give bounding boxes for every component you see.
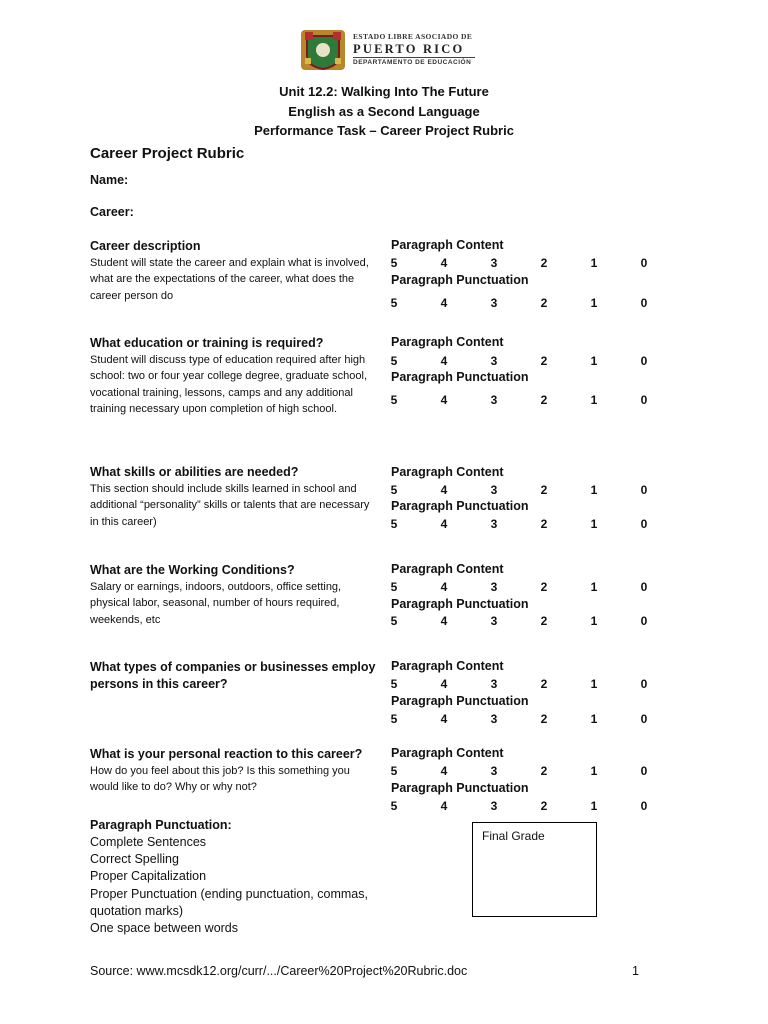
score-label-punctuation: Paragraph Punctuation: [391, 499, 529, 513]
score-value: 3: [490, 483, 498, 497]
score-value: 5: [390, 764, 398, 778]
score-value: 3: [490, 393, 498, 407]
rubric-heading: Career Project Rubric: [90, 145, 245, 162]
score-value: 4: [440, 764, 448, 778]
score-value: 0: [640, 614, 648, 628]
department-logo: [299, 28, 475, 72]
score-value: 3: [490, 712, 498, 726]
score-value: 3: [490, 517, 498, 531]
criteria-item: Proper Punctuation (ending punctuation, commas, quotation marks): [90, 886, 368, 918]
score-value: 3: [490, 354, 498, 368]
section-title-skills: What skills or abilities are needed?: [90, 465, 299, 479]
score-value: 1: [590, 677, 598, 691]
score-value: 2: [540, 393, 548, 407]
criteria-item: Complete Sentences: [90, 835, 207, 849]
score-value: 0: [640, 677, 648, 691]
score-value: 4: [440, 580, 448, 594]
career-field-label: Career:: [90, 205, 134, 219]
final-grade-label: Final Grade: [482, 829, 545, 843]
score-value: 0: [640, 393, 648, 407]
section-title-personal-reaction: What is your personal reaction to this career?: [90, 747, 363, 761]
section-title-working-conditions: What are the Working Conditions?: [90, 563, 295, 577]
criteria-item: Correct Spelling: [90, 852, 179, 867]
score-value: 0: [640, 799, 648, 813]
score-value: 0: [640, 483, 648, 497]
score-value: 0: [640, 354, 648, 368]
score-value: 1: [590, 354, 598, 368]
logo-line-2: PUERTO RICO: [353, 41, 465, 56]
score-value: 2: [540, 614, 548, 628]
score-value: 2: [540, 799, 548, 813]
score-value: 5: [390, 354, 398, 368]
title-unit: Unit 12.2: Walking Into The Future: [279, 84, 489, 99]
section-desc-personal-reaction: How do you feel about this job? Is this something you would like to do? Why or why not?: [90, 765, 350, 794]
score-row-punctuation: [391, 799, 653, 814]
score-value: 5: [390, 393, 398, 407]
criteria-title: Paragraph Punctuation:: [90, 818, 232, 832]
score-label-punctuation: Paragraph Punctuation: [391, 597, 529, 611]
score-value: 2: [540, 677, 548, 691]
score-value: 3: [490, 296, 498, 310]
score-row-punctuation: [391, 712, 653, 727]
score-value: 0: [640, 764, 648, 778]
source-citation: Source: www.mcsdk12.org/curr/.../Career%20Project%20Rubric.doc: [90, 964, 468, 978]
score-value: 5: [390, 677, 398, 691]
score-value: 5: [390, 712, 398, 726]
score-label-content: Paragraph Content: [391, 746, 504, 760]
score-value: 1: [590, 580, 598, 594]
score-value: 1: [590, 393, 598, 407]
section-title-companies: What types of companies or businesses employ persons in this career?: [90, 660, 376, 691]
criteria-list: [90, 834, 390, 937]
score-value: 1: [590, 799, 598, 813]
score-value: 3: [490, 799, 498, 813]
score-value: 5: [390, 483, 398, 497]
logo-line-3: DEPARTAMENTO DE EDUCACIÓN: [353, 59, 472, 67]
coat-of-arms-icon: [299, 28, 347, 72]
logo-line-1: ESTADO LIBRE ASOCIADO DE: [353, 32, 473, 42]
title-subject: English as a Second Language: [288, 103, 480, 119]
score-value: 0: [640, 580, 648, 594]
score-label-content: Paragraph Content: [391, 465, 504, 479]
score-row-content: [391, 354, 653, 369]
score-value: 3: [490, 764, 498, 778]
score-row-content: [391, 580, 653, 595]
score-value: 2: [540, 517, 548, 531]
score-label-punctuation: Paragraph Punctuation: [391, 694, 529, 708]
score-value: 5: [390, 799, 398, 813]
score-value: 2: [540, 296, 548, 310]
score-value: 5: [390, 296, 398, 310]
score-value: 4: [440, 483, 448, 497]
score-label-content: Paragraph Content: [391, 238, 504, 252]
score-row-content: [391, 483, 653, 498]
score-value: 4: [440, 256, 448, 270]
score-value: 3: [490, 677, 498, 691]
score-row-content: [391, 256, 653, 271]
section-title-career-description: Career description: [90, 239, 201, 253]
score-value: 0: [640, 256, 648, 270]
score-value: 4: [440, 614, 448, 628]
score-value: 3: [490, 614, 498, 628]
score-label-punctuation: Paragraph Punctuation: [391, 273, 529, 287]
score-row-punctuation: [391, 393, 653, 408]
score-value: 1: [590, 517, 598, 531]
score-label-content: Paragraph Content: [391, 659, 504, 673]
section-desc-working-conditions: Salary or earnings, indoors, outdoors, office setting, physical labor, seasonal, number of hours required, weekends, etc: [90, 581, 342, 626]
score-value: 2: [540, 483, 548, 497]
score-value: 3: [490, 580, 498, 594]
score-value: 4: [440, 296, 448, 310]
section-desc-education: Student will discuss type of education required after high school: two or four year college degree, graduate school, vocational training, lessons, camps and any additional training necessary upon completion of high school.: [90, 354, 367, 415]
section-desc-skills: This section should include skills learned in school and additional “personality” skills or talents that are necessary in this career): [90, 483, 370, 528]
score-row-punctuation: [391, 296, 653, 311]
score-value: 0: [640, 517, 648, 531]
score-value: 5: [390, 580, 398, 594]
name-field-label: Name:: [90, 173, 129, 187]
score-value: 1: [590, 296, 598, 310]
score-value: 2: [540, 712, 548, 726]
score-value: 1: [590, 614, 598, 628]
page-number: 1: [632, 964, 639, 978]
score-value: 5: [390, 256, 398, 270]
score-value: 5: [390, 614, 398, 628]
section-title-education: What education or training is required?: [90, 336, 324, 350]
score-value: 4: [440, 799, 448, 813]
score-value: 2: [540, 580, 548, 594]
criteria-item: One space between words: [90, 921, 239, 936]
score-value: 3: [490, 256, 498, 270]
score-row-punctuation: [391, 614, 653, 629]
score-label-content: Paragraph Content: [391, 562, 504, 576]
title-task: Performance Task – Career Project Rubric: [254, 123, 514, 138]
score-label-punctuation: Paragraph Punctuation: [391, 781, 529, 795]
score-row-punctuation: [391, 517, 653, 532]
criteria-item: Proper Capitalization: [90, 869, 207, 884]
score-row-content: [391, 677, 653, 692]
score-value: 1: [590, 483, 598, 497]
document-title: [0, 82, 768, 141]
section-desc-career-description: Student will state the career and explain what is involved, what are the expectations of the career, what does the career person do: [90, 257, 369, 302]
score-value: 4: [440, 677, 448, 691]
score-value: 0: [640, 296, 648, 310]
score-value: 2: [540, 256, 548, 270]
score-value: 2: [540, 354, 548, 368]
score-value: 1: [590, 712, 598, 726]
score-value: 4: [440, 354, 448, 368]
score-value: 2: [540, 764, 548, 778]
score-value: 4: [440, 393, 448, 407]
score-value: 4: [440, 712, 448, 726]
score-value: 0: [640, 712, 648, 726]
score-row-content: [391, 764, 653, 779]
score-label-content: Paragraph Content: [391, 335, 504, 349]
score-value: 1: [590, 764, 598, 778]
score-value: 5: [390, 517, 398, 531]
score-value: 4: [440, 517, 448, 531]
score-label-punctuation: Paragraph Punctuation: [391, 370, 529, 384]
score-value: 1: [590, 256, 598, 270]
final-grade-box[interactable]: [472, 822, 597, 917]
